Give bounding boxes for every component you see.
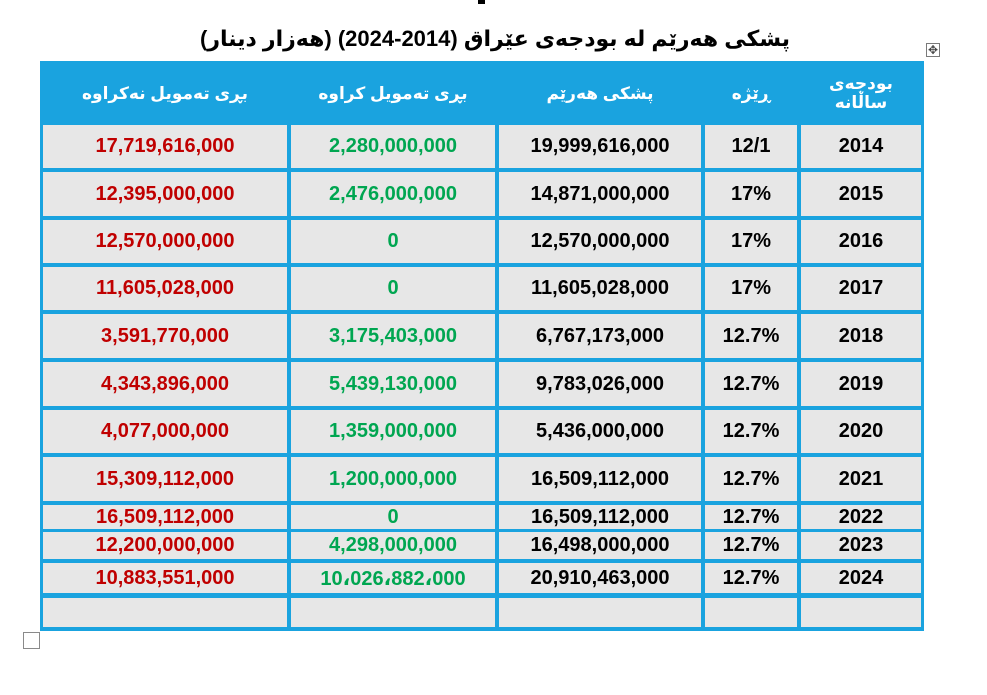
cell-ratio: 12.7% [705, 314, 797, 358]
cell-ratio: 17% [705, 220, 797, 263]
budget-table [40, 61, 924, 631]
cell-year: 2019 [801, 362, 921, 406]
cell-sent: 0 [291, 220, 495, 263]
cell-sent: 0 [291, 505, 495, 529]
cell-share: 19,999,616,000 [499, 125, 701, 168]
header-year: بودجەی ساڵانە [829, 74, 893, 112]
cell-sent: 3,175,403,000 [291, 314, 495, 358]
cell-share: 12,570,000,000 [499, 220, 701, 263]
cell-not-sent: 16,509,112,000 [43, 505, 287, 529]
header-not-sent: بڕی تەمویل نەکراوە [82, 83, 249, 103]
cell-not-sent: 3,591,770,000 [43, 314, 287, 358]
cell-not-sent: 12,200,000,000 [43, 532, 287, 559]
cell-ratio [705, 598, 797, 627]
table-resize-handle-icon[interactable] [23, 632, 40, 649]
cell-share: 11,605,028,000 [499, 267, 701, 310]
cell-not-sent [43, 598, 287, 627]
cell-year: 2023 [801, 532, 921, 559]
cell-sent: 1,359,000,000 [291, 410, 495, 453]
cell-not-sent: 11,605,028,000 [43, 267, 287, 310]
cell-ratio: 17% [705, 172, 797, 216]
cell-share [499, 598, 701, 627]
page-title: پشکی هەرێم لە بودجەی عێراق (2014-2024) (هەزار دینار) [200, 26, 790, 51]
cell-year [801, 598, 921, 627]
cell-ratio: 12.7% [705, 532, 797, 559]
header-ratio: ڕێژە [731, 83, 771, 103]
cell-year: 2016 [801, 220, 921, 263]
cell-year: 2020 [801, 410, 921, 453]
cell-sent [291, 598, 495, 627]
cell-share: 20,910,463,000 [499, 563, 701, 593]
cell-not-sent: 10,883,551,000 [43, 563, 287, 593]
cell-not-sent: 12,570,000,000 [43, 220, 287, 263]
cell-sent: 2,280,000,000 [291, 125, 495, 168]
header-share: پشکی هەرێم [546, 83, 654, 103]
cell-year: 2022 [801, 505, 921, 529]
cell-not-sent: 4,343,896,000 [43, 362, 287, 406]
cell-year: 2024 [801, 563, 921, 593]
cell-share: 16,498,000,000 [499, 532, 701, 559]
cell-year: 2017 [801, 267, 921, 310]
cell-share: 5,436,000,000 [499, 410, 701, 453]
cell-year: 2014 [801, 125, 921, 168]
cell-year: 2021 [801, 457, 921, 501]
cell-ratio: 12/1 [705, 125, 797, 168]
cell-ratio: 12.7% [705, 362, 797, 406]
cell-sent: 2,476,000,000 [291, 172, 495, 216]
cell-ratio: 12.7% [705, 563, 797, 593]
cell-year: 2015 [801, 172, 921, 216]
cell-ratio: 12.7% [705, 457, 797, 501]
cell-not-sent: 17,719,616,000 [43, 125, 287, 168]
cell-year: 2018 [801, 314, 921, 358]
cell-share: 9,783,026,000 [499, 362, 701, 406]
cell-ratio: 17% [705, 267, 797, 310]
cell-not-sent: 15,309,112,000 [43, 457, 287, 501]
cell-share: 16,509,112,000 [499, 457, 701, 501]
paragraph-mark [478, 0, 485, 4]
cell-share: 6,767,173,000 [499, 314, 701, 358]
cell-ratio: 12.7% [705, 505, 797, 529]
cell-sent: 4,298,000,000 [291, 532, 495, 559]
table-move-handle-icon[interactable]: ✥ [927, 43, 939, 57]
cell-share: 14,871,000,000 [499, 172, 701, 216]
cell-sent: 1,200,000,000 [291, 457, 495, 501]
cell-ratio: 12.7% [705, 410, 797, 453]
cell-sent: 10،026،882،000 [291, 563, 495, 593]
cell-not-sent: 4,077,000,000 [43, 410, 287, 453]
cell-share: 16,509,112,000 [499, 505, 701, 529]
header-sent: بڕی تەمویل کراوە [318, 83, 468, 103]
cell-not-sent: 12,395,000,000 [43, 172, 287, 216]
cell-sent: 5,439,130,000 [291, 362, 495, 406]
cell-sent: 0 [291, 267, 495, 310]
